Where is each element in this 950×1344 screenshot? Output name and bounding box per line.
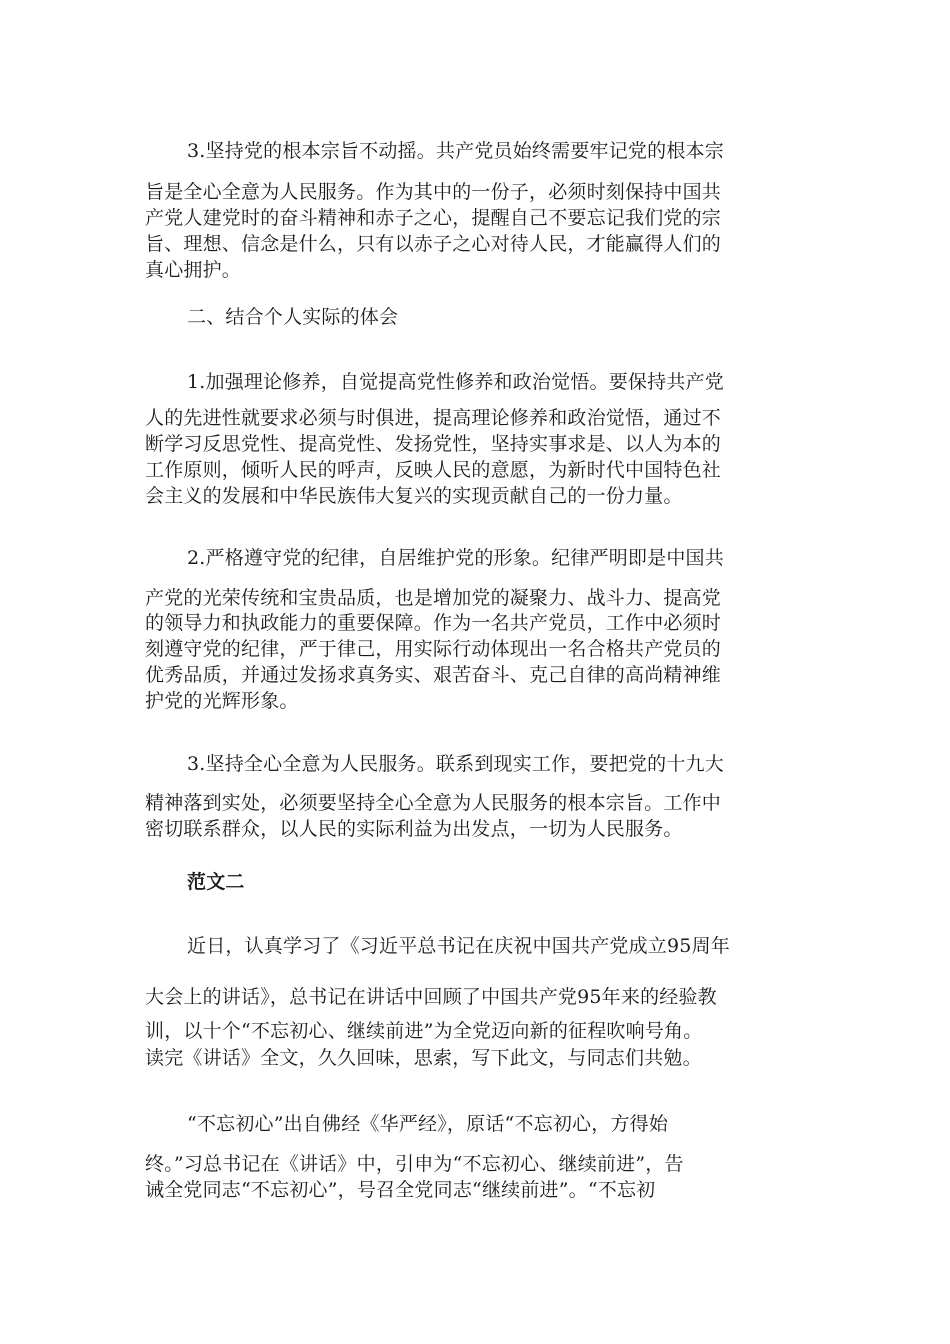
paragraph-line: 训，以十个“不忘初心、继续前进”为全党迈向新的征程吹响号角。 [145,1020,703,1042]
paragraph-line: 护党的光辉形象。 [145,690,299,712]
paragraph-line: 产党的光荣传统和宝贵品质，也是增加党的凝聚力、战斗力、提高党 [145,587,722,609]
paragraph-line: 优秀品质，并通过发扬求真务实、艰苦奋斗、克己自律的高尚精神维 [145,664,722,686]
paragraph-line: 产党人建党时的奋斗精神和赤子之心，提醒自己不要忘记我们党的宗 [145,207,722,229]
paragraph-line: 近日，认真学习了《习近平总书记在庆祝中国共产党成立95周年 [187,935,730,957]
paragraph-line: 精神落到实处，必须要坚持全心全意为人民服务的根本宗旨。工作中 [145,792,722,814]
paragraph-line: “不忘初心”出自佛经《华严经》，原话“不忘初心，方得始 [187,1113,669,1135]
paragraph-line: 旨是全心全意为人民服务。作为其中的一份子，必须时刻保持中国共 [145,181,722,203]
paragraph-line: 密切联系群众，以人民的实际利益为出发点，一切为人民服务。 [145,818,683,840]
paragraph-line: 终。”习总书记在《讲话》中，引申为“不忘初心、继续前进”，告 [145,1153,684,1175]
paragraph-line: 刻遵守党的纪律，严于律己，用实际行动体现出一名合格共产党员的 [145,638,722,660]
paragraph-line: 真心拥护。 [145,259,242,281]
paragraph-line: 2.严格遵守党的纪律，自居维护党的形象。纪律严明即是中国共 [187,547,724,569]
paragraph-line: 旨、理想、信念是什么，只有以赤子之心对待人民，才能赢得人们的 [145,233,722,255]
section-title: 范文二 [187,871,245,893]
paragraph-line: 断学习反思党性、提高党性、发扬党性，坚持实事求是、以人为本的 [145,433,722,455]
paragraph-line: 3.坚持全心全意为人民服务。联系到现实工作，要把党的十九大 [187,753,724,775]
paragraph-line: 会主义的发展和中华民族伟大复兴的实现贡献自己的一份力量。 [145,485,683,507]
paragraph-line: 的领导力和执政能力的重要保障。作为一名共产党员，工作中必须时 [145,612,722,634]
paragraph-line: 1.加强理论修养，自觉提高党性修养和政治觉悟。要保持共产党 [187,371,724,393]
paragraph-line: 人的先进性就要求必须与时俱进，提高理论修养和政治觉悟，通过不 [145,407,722,429]
section-heading: 二、结合个人实际的体会 [187,306,399,328]
paragraph-line: 大会上的讲话》，总书记在讲话中回顾了中国共产党95年来的经验教 [145,986,717,1008]
paragraph-line: 3.坚持党的根本宗旨不动摇。共产党员始终需要牢记党的根本宗 [187,140,724,162]
paragraph-line: 诫全党同志“不忘初心”，号召全党同志“继续前进”。“不忘初 [145,1179,656,1201]
paragraph-line: 工作原则，倾听人民的呼声，反映人民的意愿，为新时代中国特色社 [145,459,722,481]
paragraph-line: 读完《讲话》全文，久久回味，思索，写下此文，与同志们共勉。 [145,1047,702,1069]
